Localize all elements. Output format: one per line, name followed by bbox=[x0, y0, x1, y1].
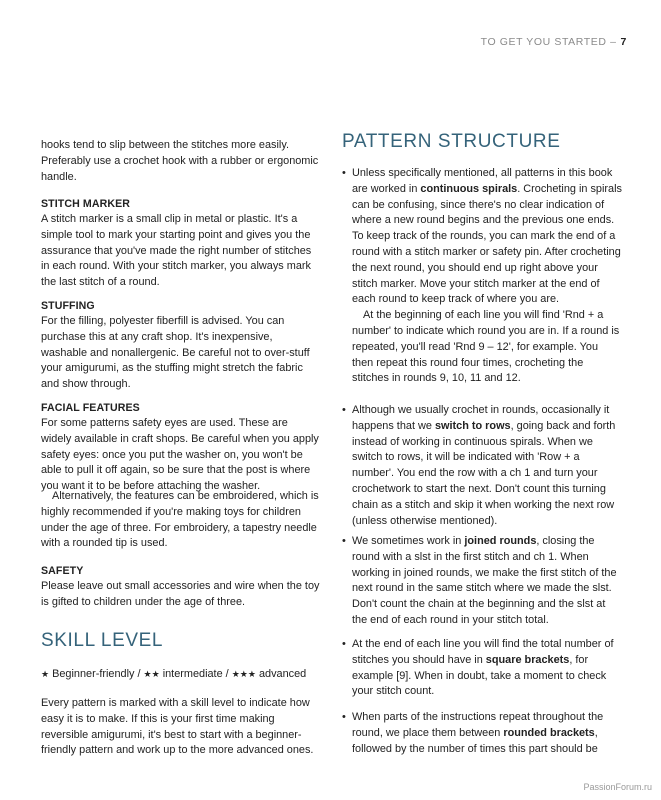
bullet-icon: • bbox=[342, 404, 346, 416]
skill-level-legend bbox=[41, 667, 306, 682]
bullet-5-text: When parts of the instructions repeat throughout the round, we place them between bbox=[352, 711, 604, 739]
facial-features-body-2: Alternatively, the features can be embroidered, which is highly recommended if you're making toys for children under the age of three. For embroidery, a tapestry needle with a rounded tip is used. bbox=[41, 490, 319, 550]
bullet-1-para-1 bbox=[352, 166, 622, 308]
bullet-2-text: Although we usually crochet in rounds, occasionally it happens that we bbox=[352, 404, 610, 432]
bullet-2-text-cont: , going back and forth instead of working in continuous spirals. When we switch to rows, it will be indicated with 'Row + a number'. You end the row with a ch 1 and turn your crochetwork to start the next. Don't count this turning chain as a stitch and skip it when working the next row (unless otherwise mentioned). bbox=[352, 419, 616, 527]
level-intermediate: intermediate / bbox=[162, 668, 229, 680]
bullet-icon: • bbox=[342, 638, 346, 650]
page-number: 7 bbox=[620, 36, 627, 48]
list-item bbox=[342, 710, 622, 757]
watermark: PassionForum.ru bbox=[583, 782, 652, 792]
bullet-1-text-cont: . Crocheting in spirals can be confusing, since there's no clear indication of where a new round begins and the previous one ends. To keep track of the rounds, you can mark the end of a round with a stitch marker or safety pin. After crocheting the next round, you should end up right above your stitch marker. Move your stitch marker at the end of each round to keep track of where you are. bbox=[352, 182, 622, 306]
pattern-structure-title: PATTERN STRUCTURE bbox=[342, 131, 561, 152]
bullet-3-bold: joined rounds bbox=[464, 535, 537, 547]
skill-level-body: Every pattern is marked with a skill level to indicate how easy it is to make. If this is your first time making reversible amigurumi, it's best to start with a beginner-friendly pattern and work up to the more advanced ones. bbox=[41, 697, 314, 757]
list-item bbox=[342, 166, 622, 387]
level-advanced: advanced bbox=[258, 668, 307, 680]
bullet-4-bold: square brackets bbox=[485, 653, 570, 666]
stuffing-body: For the filling, polyester fiberfill is advised. You can purchase this at any craft shop. It's inexpensive, washable and nonallergenic. Be careful not to over-stuff your amigurumi, as the stuffing might stretch the fabric and show through. bbox=[41, 315, 310, 391]
list-item bbox=[342, 534, 622, 629]
bullet-1-bold: continuous spirals bbox=[420, 182, 518, 195]
skill-level-title: SKILL LEVEL bbox=[41, 630, 164, 651]
list-item bbox=[342, 637, 622, 700]
bullet-3 bbox=[352, 534, 622, 629]
stuffing-heading: STUFFING bbox=[41, 300, 95, 312]
bullet-4-text-cont: , for example [9]. When in doubt, take a moment to check your stitch count. bbox=[352, 653, 607, 698]
bullet-3-text-cont: , closing the round with a slst in the first stitch and ch 1. When working in joined rounds, we make the first stitch of the next round in the same stitch where we made the slst. Don't count the chain at the beginning and the slst at the end of each round in your stitch total. bbox=[352, 535, 617, 626]
bullet-icon: • bbox=[342, 167, 346, 179]
bullet-2 bbox=[352, 403, 622, 529]
star-icon: ★★ bbox=[143, 669, 160, 679]
facial-features-body-1: For some patterns safety eyes are used. These are widely available in craft shops. Be careful when you apply safety eyes: once you put the washer on, you won't be able to pull it off again, so be sure that the post is where you want it to be before attaching the washer. bbox=[41, 417, 319, 493]
bullet-5-text-cont: , followed by the number of times this part should be bbox=[352, 726, 598, 755]
stitch-marker-heading: STITCH MARKER bbox=[41, 198, 130, 210]
bullet-icon: • bbox=[342, 535, 346, 547]
bullet-icon: • bbox=[342, 711, 346, 723]
intro-paragraph: hooks tend to slip between the stitches more easily. Preferably use a crochet hook with a rubber or ergonomic handle. bbox=[41, 139, 319, 183]
bullet-4 bbox=[352, 637, 622, 700]
list-item bbox=[342, 403, 622, 529]
star-icon: ★★★ bbox=[231, 669, 256, 679]
star-icon: ★ bbox=[41, 669, 50, 679]
bullet-1-para-2: At the beginning of each line you will find 'Rnd + a number' to indicate which round you are in. If a round is repeated, you'll read 'Rnd 9 – 12', for example. You then repeat this round four times, crocheting the stitches in rounds 9, 10, 11 and 12. bbox=[352, 309, 620, 385]
bullet-5-bold: rounded brackets bbox=[503, 726, 595, 739]
running-head bbox=[481, 36, 627, 48]
bullet-5 bbox=[352, 710, 622, 757]
bullet-1-text: Unless specifically mentioned, all patterns in this book are worked in bbox=[352, 167, 613, 195]
running-head-text: TO GET YOU STARTED – bbox=[480, 36, 617, 48]
safety-body: Please leave out small accessories and wire when the toy is gifted to children under the age of three. bbox=[41, 580, 320, 608]
bullet-3-text: We sometimes work in bbox=[352, 535, 465, 547]
level-beginner: Beginner-friendly / bbox=[52, 668, 141, 680]
bullet-2-bold: switch to rows bbox=[434, 419, 511, 432]
facial-features-heading: FACIAL FEATURES bbox=[41, 402, 140, 414]
safety-heading: SAFETY bbox=[41, 565, 84, 577]
bullet-4-text: At the end of each line you will find the total number of stitches you should have in bbox=[352, 638, 614, 666]
stitch-marker-body: A stitch marker is a small clip in metal or plastic. It's a simple tool to mark your starting point and gives you the assurance that you've made the right number of stitches in each round. With your stitch marker, you always mark the last stitch of a round. bbox=[41, 213, 312, 289]
